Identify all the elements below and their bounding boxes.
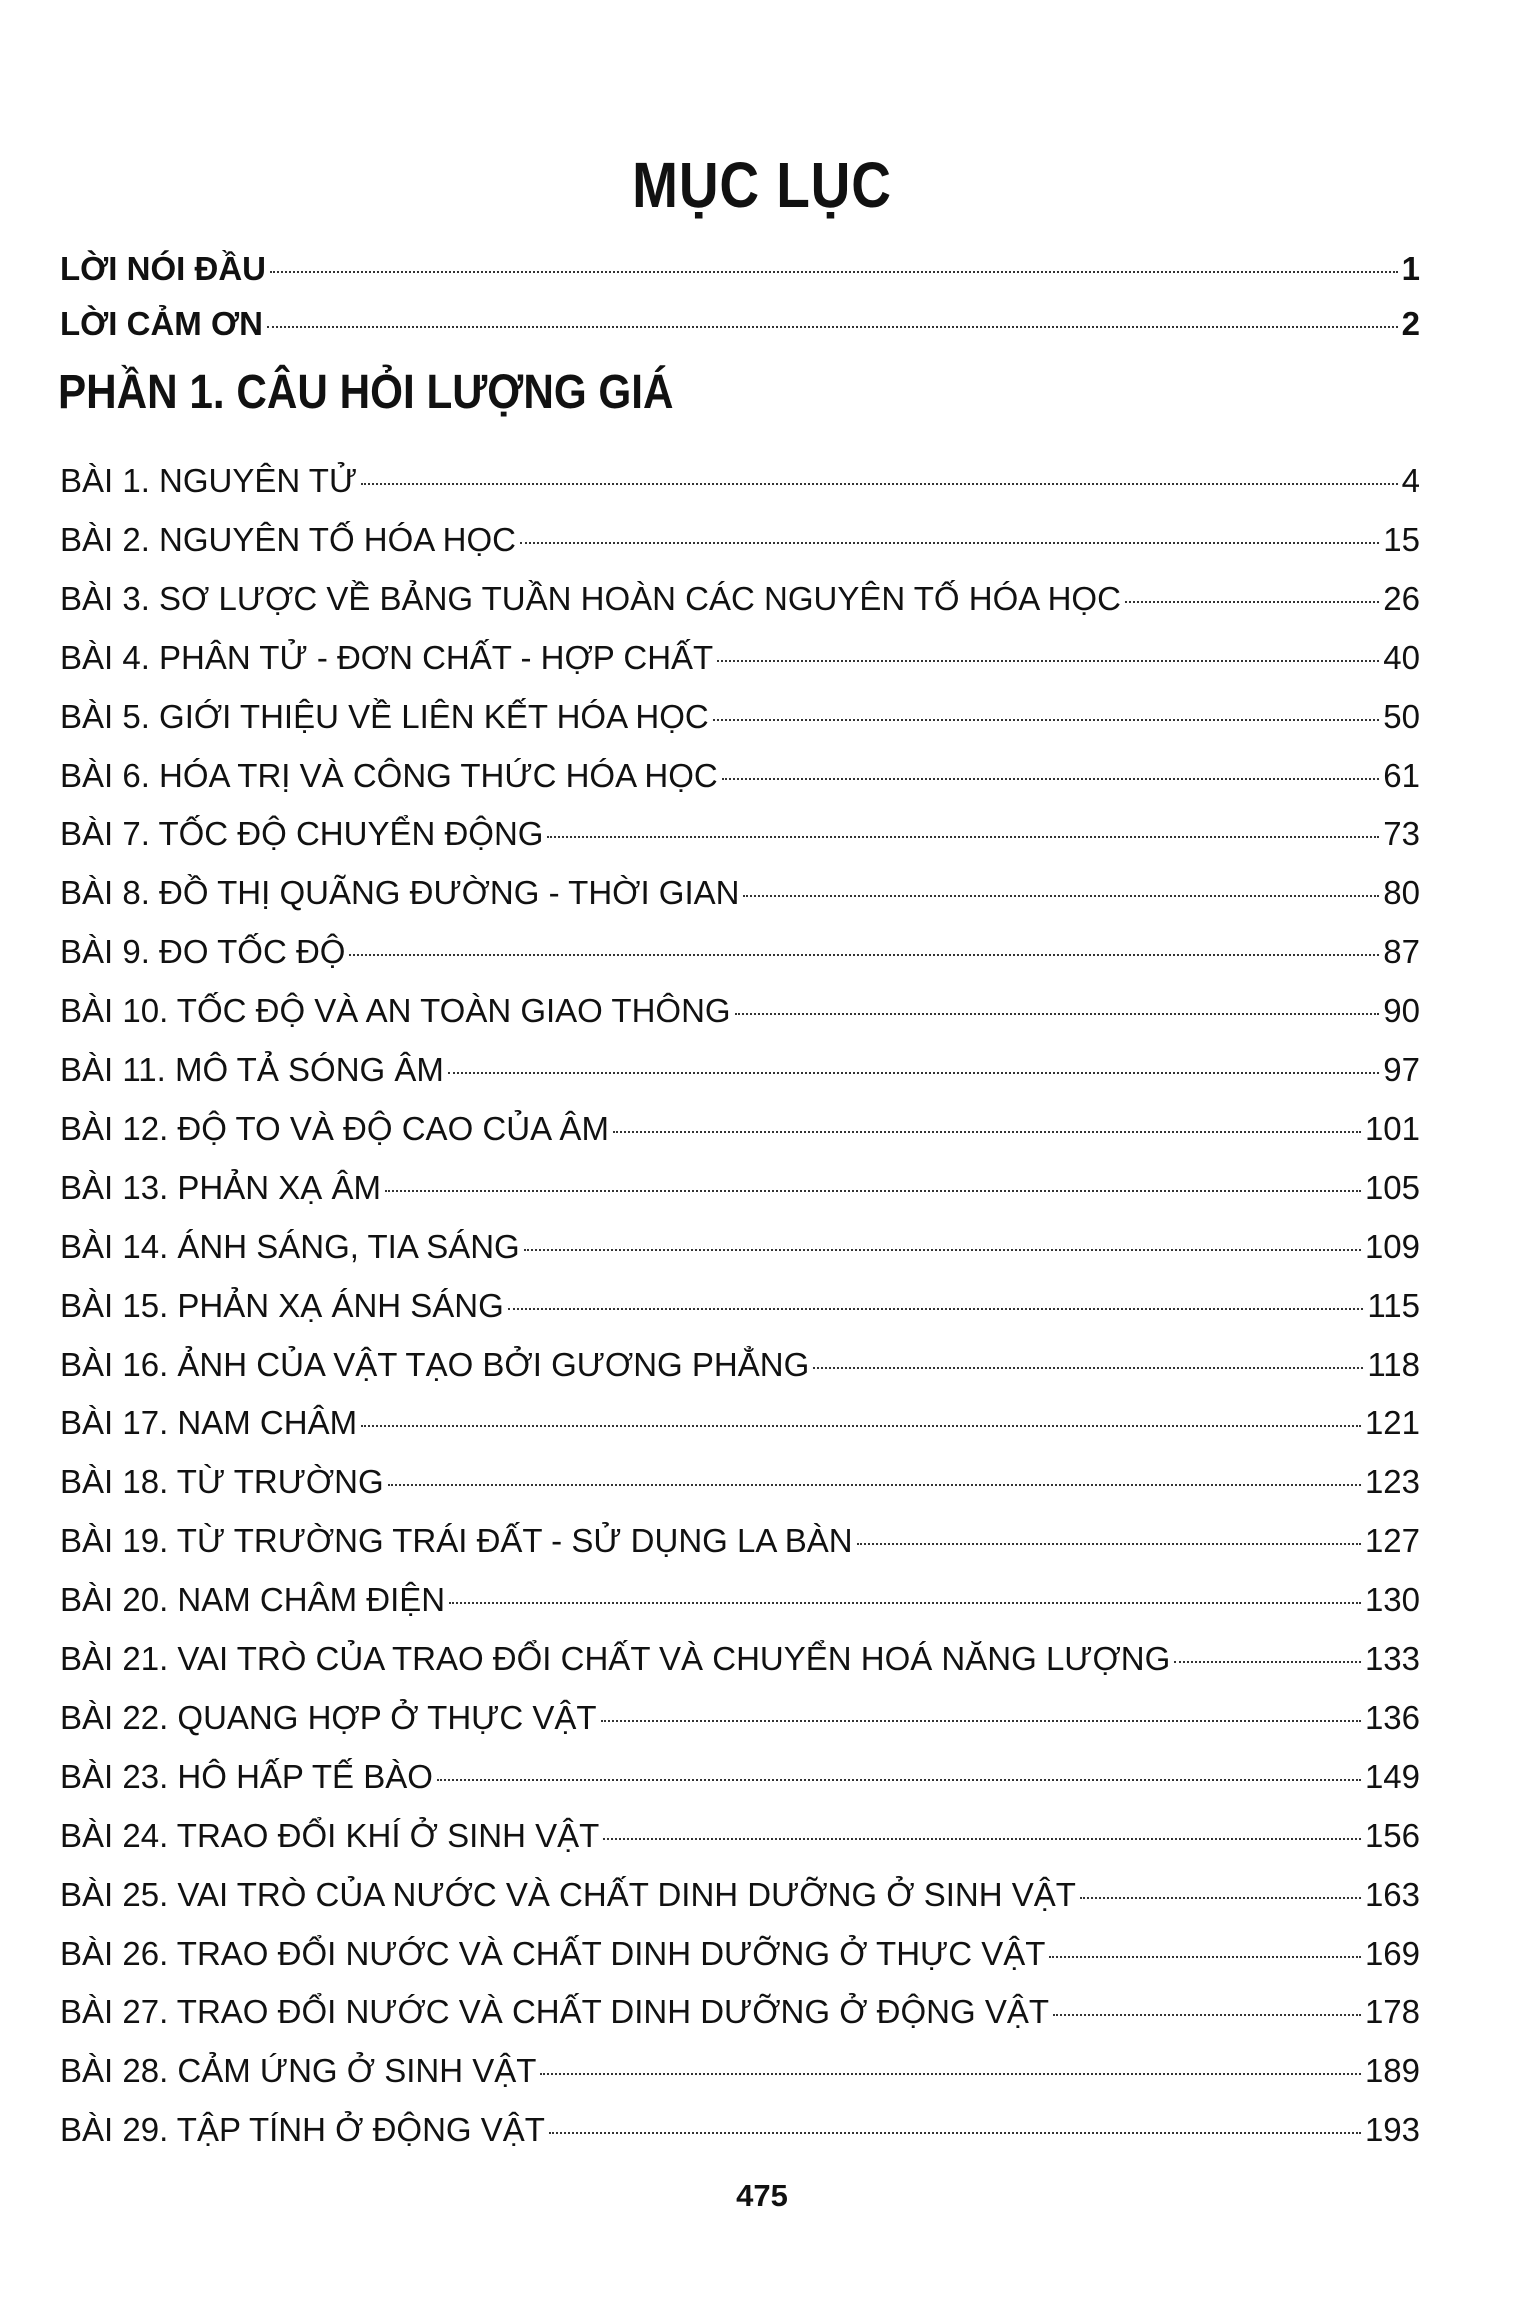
toc-entry-page: 50	[1383, 698, 1420, 735]
toc-entry-page: 169	[1364, 1935, 1420, 1972]
toc-entry-page: 97	[1383, 1051, 1420, 1088]
toc-entry-lesson	[60, 1169, 1420, 1207]
toc-entry-label: BÀI 13. PHẢN XẠ ÂM	[60, 1169, 381, 1206]
toc-entry-lesson	[60, 2052, 1420, 2090]
toc-entry-page: 73	[1383, 815, 1420, 852]
toc-entry-label: BÀI 10. TỐC ĐỘ VÀ AN TOÀN GIAO THÔNG	[60, 992, 731, 1029]
toc-entry-lesson	[60, 815, 1420, 853]
toc-entry-lesson	[60, 933, 1420, 971]
toc-entry-lesson	[60, 1404, 1420, 1442]
dot-leader	[385, 1190, 1361, 1192]
dot-leader	[613, 1131, 1361, 1133]
toc-entry-page: 101	[1364, 1110, 1420, 1147]
toc-entry-lesson	[60, 1110, 1420, 1148]
dot-leader	[743, 895, 1379, 897]
dot-leader	[601, 1720, 1361, 1722]
toc-entry-page: 40	[1383, 639, 1420, 676]
dot-leader	[1080, 1897, 1361, 1899]
toc-entry-lesson	[60, 1758, 1420, 1796]
toc-entry-label: BÀI 25. VAI TRÒ CỦA NƯỚC VÀ CHẤT DINH DƯỠNG Ở SINH VẬT	[60, 1876, 1076, 1913]
toc-entry-lesson	[60, 1876, 1420, 1914]
toc-entry-page: 123	[1364, 1463, 1420, 1500]
toc-entry-page: 87	[1383, 933, 1420, 970]
toc-entry-page: 178	[1364, 1993, 1420, 2030]
toc-entry-label: BÀI 2. NGUYÊN TỐ HÓA HỌC	[60, 521, 516, 558]
dot-leader	[1174, 1661, 1361, 1663]
dot-leader	[1053, 2014, 1361, 2016]
dot-leader	[540, 2073, 1361, 2075]
toc-entry-lesson	[60, 639, 1420, 677]
toc-entry-label: BÀI 27. TRAO ĐỔI NƯỚC VÀ CHẤT DINH DƯỠNG Ở ĐỘNG VẬT	[60, 1993, 1050, 2030]
toc-entry-page: 136	[1364, 1699, 1420, 1736]
toc-entry-label: BÀI 17. NAM CHÂM	[60, 1404, 358, 1441]
dot-leader	[549, 2132, 1361, 2134]
toc-entry-lesson	[60, 2111, 1420, 2149]
toc-entry-page: 1	[1401, 250, 1420, 287]
toc-entry-lesson	[60, 874, 1420, 912]
toc-entry-page: 61	[1383, 757, 1420, 794]
toc-entry-label: BÀI 9. ĐO TỐC ĐỘ	[60, 933, 346, 970]
toc-entry-page: 26	[1383, 580, 1420, 617]
dot-leader	[735, 1013, 1380, 1015]
page-title: MỤC LỤC	[632, 149, 892, 221]
toc-entry-page: 90	[1383, 992, 1420, 1029]
toc-entry-lesson	[60, 1287, 1420, 1325]
toc-entry-label: BÀI 26. TRAO ĐỔI NƯỚC VÀ CHẤT DINH DƯỠNG Ở THỰC VẬT	[60, 1935, 1046, 1972]
toc-entry-lesson	[60, 1993, 1420, 2031]
toc-entry-lesson	[60, 1522, 1420, 1560]
toc-entry-label: BÀI 5. GIỚI THIỆU VỀ LIÊN KẾT HÓA HỌC	[60, 698, 709, 735]
toc-entry-acknowledgements	[60, 305, 1420, 343]
dot-leader	[717, 660, 1379, 662]
toc-entry-lesson	[60, 698, 1420, 736]
toc-entry-lesson	[60, 757, 1420, 795]
toc-entry-page: 80	[1383, 874, 1420, 911]
dot-leader	[520, 542, 1379, 544]
dot-leader	[713, 719, 1380, 721]
toc-entry-label: BÀI 11. MÔ TẢ SÓNG ÂM	[60, 1051, 444, 1088]
dot-leader	[813, 1367, 1363, 1369]
toc-entry-label: LỜI NÓI ĐẦU	[60, 250, 266, 287]
toc-entry-page: 130	[1364, 1581, 1420, 1618]
toc-entry-label: BÀI 14. ÁNH SÁNG, TIA SÁNG	[60, 1228, 520, 1265]
toc-entry-lesson	[60, 1817, 1420, 1855]
dot-leader	[857, 1543, 1361, 1545]
toc-entry-page: 105	[1364, 1169, 1420, 1206]
toc-entry-lesson	[60, 1581, 1420, 1619]
toc-entry-page: 118	[1367, 1346, 1420, 1383]
page-number: 475	[736, 2178, 788, 2213]
toc-entry-page: 156	[1364, 1817, 1420, 1854]
toc-entry-label: BÀI 28. CẢM ỨNG Ở SINH VẬT	[60, 2052, 537, 2089]
toc-entry-label: BÀI 22. QUANG HỢP Ở THỰC VẬT	[60, 1699, 597, 1736]
toc-entry-label: BÀI 15. PHẢN XẠ ÁNH SÁNG	[60, 1287, 504, 1324]
toc-entry-page: 163	[1364, 1876, 1420, 1913]
toc-entry-label: BÀI 1. NGUYÊN TỬ	[60, 462, 358, 499]
toc-entry-label: BÀI 8. ĐỒ THỊ QUÃNG ĐƯỜNG - THỜI GIAN	[60, 874, 740, 911]
toc-entry-label: BÀI 24. TRAO ĐỔI KHÍ Ở SINH VẬT	[60, 1817, 600, 1854]
dot-leader	[722, 778, 1380, 780]
toc-entry-page: 193	[1364, 2111, 1420, 2148]
dot-leader	[448, 1072, 1379, 1074]
toc-entry-label: BÀI 4. PHÂN TỬ - ĐƠN CHẤT - HỢP CHẤT	[60, 639, 714, 676]
toc-entry-lesson	[60, 1640, 1420, 1678]
dot-leader	[388, 1484, 1361, 1486]
toc-entry-foreword	[60, 250, 1420, 288]
toc-entry-label: LỜI CẢM ƠN	[60, 305, 263, 342]
toc-entry-page: 115	[1367, 1287, 1420, 1324]
toc-entry-page: 109	[1364, 1228, 1420, 1265]
toc-entry-lesson	[60, 580, 1420, 618]
toc-entry-label: BÀI 23. HÔ HẤP TẾ BÀO	[60, 1758, 433, 1795]
toc-entry-label: BÀI 29. TẬP TÍNH Ở ĐỘNG VẬT	[60, 2111, 545, 2148]
toc-entry-page: 149	[1364, 1758, 1420, 1795]
dot-leader	[361, 1425, 1361, 1427]
part-heading: PHẦN 1. CÂU HỎI LƯỢNG GIÁ	[58, 366, 674, 419]
toc-entry-label: BÀI 12. ĐỘ TO VÀ ĐỘ CAO CỦA ÂM	[60, 1110, 609, 1147]
dot-leader	[508, 1308, 1364, 1310]
toc-entry-label: BÀI 20. NAM CHÂM ĐIỆN	[60, 1581, 446, 1618]
toc-entry-page: 15	[1383, 521, 1420, 558]
toc-entry-label: BÀI 6. HÓA TRỊ VÀ CÔNG THỨC HÓA HỌC	[60, 757, 718, 794]
dot-leader	[547, 836, 1379, 838]
toc-entry-label: BÀI 7. TỐC ĐỘ CHUYỂN ĐỘNG	[60, 815, 544, 852]
dot-leader	[267, 326, 1398, 328]
toc-entry-page: 189	[1364, 2052, 1420, 2089]
dot-leader	[270, 271, 1398, 273]
toc-entry-lesson	[60, 1935, 1420, 1973]
toc-entry-label: BÀI 18. TỪ TRƯỜNG	[60, 1463, 384, 1500]
toc-entry-lesson	[60, 1346, 1420, 1384]
toc-entry-lesson	[60, 1228, 1420, 1266]
toc-entry-lesson	[60, 1699, 1420, 1737]
dot-leader	[437, 1779, 1361, 1781]
toc-entry-lesson	[60, 1463, 1420, 1501]
toc-entry-label: BÀI 3. SƠ LƯỢC VỀ BẢNG TUẦN HOÀN CÁC NGUYÊN TỐ HÓA HỌC	[60, 580, 1121, 617]
toc-entry-page: 133	[1364, 1640, 1420, 1677]
dot-leader	[1125, 601, 1379, 603]
dot-leader	[361, 483, 1397, 485]
toc-entry-label: BÀI 21. VAI TRÒ CỦA TRAO ĐỔI CHẤT VÀ CHUYỂN HOÁ NĂNG LƯỢNG	[60, 1640, 1171, 1677]
dot-leader	[603, 1838, 1361, 1840]
dot-leader	[449, 1602, 1361, 1604]
toc-entry-page: 127	[1364, 1522, 1420, 1559]
toc-entry-lesson	[60, 521, 1420, 559]
toc-entry-lesson	[60, 1051, 1420, 1089]
toc-entry-label: BÀI 16. ẢNH CỦA VẬT TẠO BỞI GƯƠNG PHẲNG	[60, 1346, 810, 1383]
dot-leader	[349, 954, 1379, 956]
dot-leader	[1049, 1956, 1361, 1958]
toc-entry-label: BÀI 19. TỪ TRƯỜNG TRÁI ĐẤT - SỬ DỤNG LA BÀN	[60, 1522, 853, 1559]
toc-entry-page: 2	[1401, 305, 1420, 342]
toc-entry-lesson	[60, 992, 1420, 1030]
toc-entry-lesson	[60, 462, 1420, 500]
toc-entry-page: 4	[1401, 462, 1420, 499]
dot-leader	[524, 1249, 1361, 1251]
toc-entry-page: 121	[1364, 1404, 1420, 1441]
